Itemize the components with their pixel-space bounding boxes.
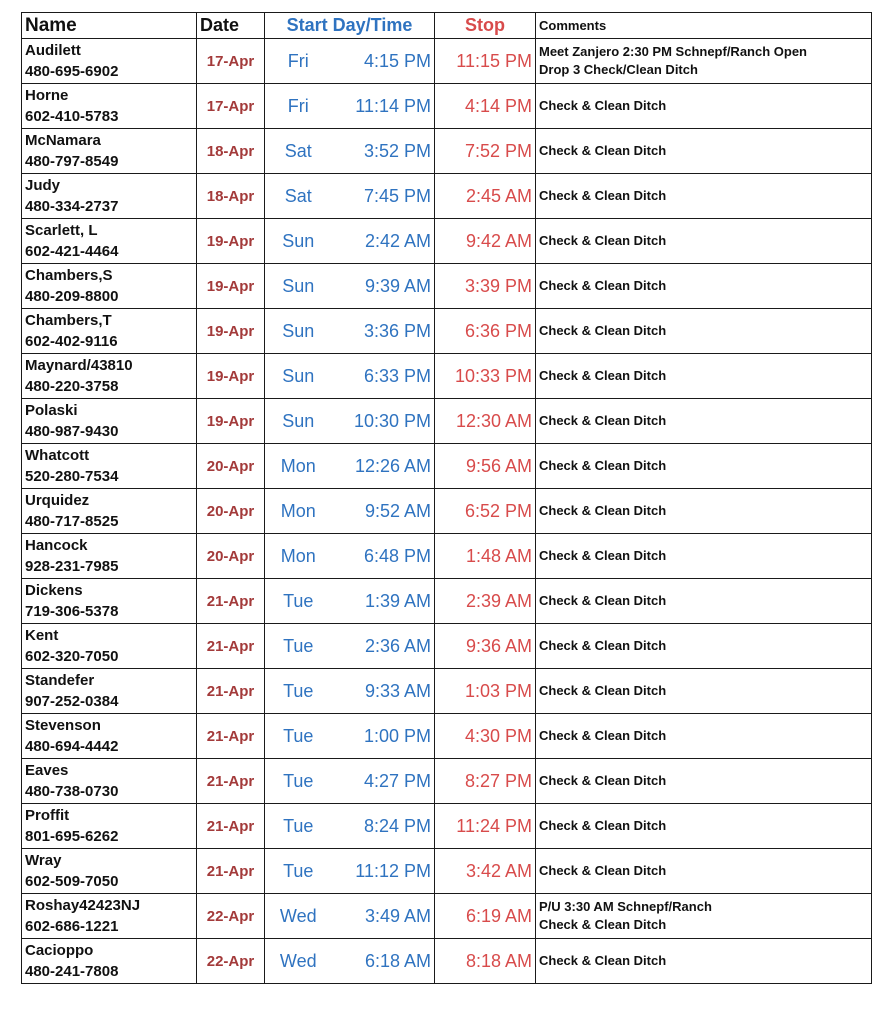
date-cell: 19-Apr <box>197 354 265 399</box>
date-cell: 18-Apr <box>197 174 265 219</box>
start-time-cell: 2:42 AM <box>332 219 435 264</box>
stop-time-cell: 9:36 AM <box>435 624 536 669</box>
start-day-cell: Mon <box>265 444 332 489</box>
stop-time-cell: 12:30 AM <box>435 399 536 444</box>
name-cell <box>22 309 197 354</box>
name-cell <box>22 804 197 849</box>
person-name: Roshay42423NJ <box>25 897 141 914</box>
comment-line-1: Check & Clean Ditch <box>539 143 667 158</box>
name-cell <box>22 444 197 489</box>
name-cell <box>22 669 197 714</box>
table-row <box>22 714 872 759</box>
name-cell <box>22 39 197 84</box>
stop-time-cell: 8:18 AM <box>435 939 536 984</box>
comment-line-1: Check & Clean Ditch <box>539 728 667 743</box>
name-cell <box>22 219 197 264</box>
date-cell: 22-Apr <box>197 894 265 939</box>
comment-line-1: Check & Clean Ditch <box>539 638 667 653</box>
person-name: McNamara <box>25 132 101 149</box>
name-cell <box>22 399 197 444</box>
start-time-cell: 6:18 AM <box>332 939 435 984</box>
start-day-cell: Tue <box>265 714 332 759</box>
table-row <box>22 309 872 354</box>
comment-line-1: Check & Clean Ditch <box>539 98 667 113</box>
comment-cell <box>536 894 872 939</box>
date-cell: 21-Apr <box>197 804 265 849</box>
start-day-cell: Sun <box>265 264 332 309</box>
person-name: Judy <box>25 177 61 194</box>
name-cell <box>22 489 197 534</box>
start-day-cell: Wed <box>265 894 332 939</box>
stop-time-cell: 6:36 PM <box>435 309 536 354</box>
table-row <box>22 129 872 174</box>
start-time-cell: 11:14 PM <box>332 84 435 129</box>
comment-cell <box>536 309 872 354</box>
comment-line-1: Check & Clean Ditch <box>539 593 667 608</box>
start-time-cell: 3:52 PM <box>332 129 435 174</box>
table-row <box>22 624 872 669</box>
start-time-cell: 9:52 AM <box>332 489 435 534</box>
comment-line-2: Drop 3 Check/Clean Ditch <box>539 62 698 77</box>
table-row <box>22 174 872 219</box>
comment-cell <box>536 759 872 804</box>
comment-cell <box>536 579 872 624</box>
name-cell <box>22 264 197 309</box>
person-name: Eaves <box>25 762 69 779</box>
person-name: Wray <box>25 852 62 869</box>
comment-cell <box>536 399 872 444</box>
name-cell <box>22 84 197 129</box>
start-day-cell: Sat <box>265 174 332 219</box>
start-time-cell: 3:49 AM <box>332 894 435 939</box>
phone-number: 480-220-3758 <box>25 378 119 395</box>
table-row <box>22 849 872 894</box>
comment-line-1: Check & Clean Ditch <box>539 413 667 428</box>
table-row <box>22 759 872 804</box>
start-day-cell: Sun <box>265 354 332 399</box>
person-name: Chambers,T <box>25 312 112 329</box>
comment-cell <box>536 354 872 399</box>
start-time-cell: 2:36 AM <box>332 624 435 669</box>
start-day-cell: Tue <box>265 579 332 624</box>
person-name: Maynard/43810 <box>25 357 133 374</box>
start-day-cell: Tue <box>265 804 332 849</box>
stop-time-cell: 6:52 PM <box>435 489 536 534</box>
phone-number: 480-334-2737 <box>25 198 119 215</box>
start-day-cell: Tue <box>265 669 332 714</box>
comment-line-1: Check & Clean Ditch <box>539 953 667 968</box>
table-row <box>22 219 872 264</box>
comment-line-1: Check & Clean Ditch <box>539 323 667 338</box>
start-day-cell: Fri <box>265 39 332 84</box>
start-time-cell: 11:12 PM <box>332 849 435 894</box>
start-time-cell: 1:00 PM <box>332 714 435 759</box>
date-cell: 21-Apr <box>197 624 265 669</box>
date-column-header: Date <box>197 13 265 39</box>
stop-time-cell: 2:45 AM <box>435 174 536 219</box>
header-row <box>22 13 872 39</box>
date-cell: 21-Apr <box>197 579 265 624</box>
stop-time-cell: 1:03 PM <box>435 669 536 714</box>
phone-number: 480-209-8800 <box>25 288 119 305</box>
comment-cell <box>536 624 872 669</box>
person-name: Stevenson <box>25 717 101 734</box>
stop-time-cell: 3:42 AM <box>435 849 536 894</box>
date-cell: 21-Apr <box>197 759 265 804</box>
comment-cell <box>536 264 872 309</box>
start-day-cell: Sun <box>265 399 332 444</box>
start-day-cell: Sat <box>265 129 332 174</box>
comment-line-1: P/U 3:30 AM Schnepf/Ranch <box>539 899 712 914</box>
stop-time-cell: 7:52 PM <box>435 129 536 174</box>
table-row <box>22 444 872 489</box>
person-name: Hancock <box>25 537 88 554</box>
name-column-header: Name <box>22 13 197 39</box>
start-time-cell: 4:15 PM <box>332 39 435 84</box>
phone-number: 480-241-7808 <box>25 963 119 980</box>
stop-time-cell: 3:39 PM <box>435 264 536 309</box>
start-time-cell: 4:27 PM <box>332 759 435 804</box>
table-row <box>22 669 872 714</box>
person-name: Polaski <box>25 402 78 419</box>
name-cell <box>22 624 197 669</box>
start-day-cell: Wed <box>265 939 332 984</box>
start-time-cell: 10:30 PM <box>332 399 435 444</box>
date-cell: 22-Apr <box>197 939 265 984</box>
start-day-cell: Tue <box>265 624 332 669</box>
comment-line-1: Check & Clean Ditch <box>539 818 667 833</box>
phone-number: 520-280-7534 <box>25 468 119 485</box>
comment-line-1: Check & Clean Ditch <box>539 368 667 383</box>
comment-cell <box>536 534 872 579</box>
phone-number: 602-320-7050 <box>25 648 119 665</box>
stop-time-cell: 4:14 PM <box>435 84 536 129</box>
start-time-cell: 9:33 AM <box>332 669 435 714</box>
table-row <box>22 534 872 579</box>
start-time-cell: 12:26 AM <box>332 444 435 489</box>
comment-cell <box>536 129 872 174</box>
name-cell <box>22 714 197 759</box>
table-row <box>22 804 872 849</box>
name-cell <box>22 759 197 804</box>
phone-number: 719-306-5378 <box>25 603 119 620</box>
comment-cell <box>536 489 872 534</box>
date-cell: 21-Apr <box>197 849 265 894</box>
stop-time-cell: 8:27 PM <box>435 759 536 804</box>
phone-number: 801-695-6262 <box>25 828 119 845</box>
comment-line-1: Check & Clean Ditch <box>539 503 667 518</box>
comment-line-2: Check & Clean Ditch <box>539 917 667 932</box>
date-cell: 17-Apr <box>197 84 265 129</box>
date-cell: 19-Apr <box>197 264 265 309</box>
name-cell <box>22 849 197 894</box>
stop-time-cell: 6:19 AM <box>435 894 536 939</box>
person-name: Standefer <box>25 672 95 689</box>
date-cell: 19-Apr <box>197 399 265 444</box>
comment-line-1: Check & Clean Ditch <box>539 548 667 563</box>
name-cell <box>22 174 197 219</box>
comment-cell <box>536 849 872 894</box>
comment-line-1: Check & Clean Ditch <box>539 863 667 878</box>
person-name: Chambers,S <box>25 267 113 284</box>
stop-time-cell: 11:15 PM <box>435 39 536 84</box>
comment-cell <box>536 174 872 219</box>
person-name: Whatcott <box>25 447 90 464</box>
start-day-cell: Sun <box>265 219 332 264</box>
stop-time-cell: 10:33 PM <box>435 354 536 399</box>
date-cell: 17-Apr <box>197 39 265 84</box>
phone-number: 480-987-9430 <box>25 423 119 440</box>
stop-time-cell: 2:39 AM <box>435 579 536 624</box>
start-time-cell: 3:36 PM <box>332 309 435 354</box>
table-row <box>22 489 872 534</box>
phone-number: 602-402-9116 <box>25 333 118 350</box>
phone-number: 480-797-8549 <box>25 153 119 170</box>
comment-cell <box>536 714 872 759</box>
start-time-cell: 6:33 PM <box>332 354 435 399</box>
table-row <box>22 939 872 984</box>
phone-number: 602-509-7050 <box>25 873 119 890</box>
table-row <box>22 264 872 309</box>
date-cell: 18-Apr <box>197 129 265 174</box>
start-time-cell: 9:39 AM <box>332 264 435 309</box>
comment-line-1: Check & Clean Ditch <box>539 458 667 473</box>
irrigation-schedule-table <box>21 12 872 984</box>
start-day-cell: Mon <box>265 534 332 579</box>
date-cell: 19-Apr <box>197 309 265 354</box>
start-time-cell: 1:39 AM <box>332 579 435 624</box>
comment-cell <box>536 669 872 714</box>
start-day-cell: Tue <box>265 759 332 804</box>
person-name: Kent <box>25 627 59 644</box>
phone-number: 602-686-1221 <box>25 918 119 935</box>
start-time-cell: 8:24 PM <box>332 804 435 849</box>
start-day-cell: Sun <box>265 309 332 354</box>
stop-time-cell: 9:42 AM <box>435 219 536 264</box>
phone-number: 480-738-0730 <box>25 783 119 800</box>
name-cell <box>22 894 197 939</box>
name-cell <box>22 129 197 174</box>
person-name: Cacioppo <box>25 942 94 959</box>
person-name: Audilett <box>25 42 81 59</box>
person-name: Dickens <box>25 582 83 599</box>
start-day-cell: Tue <box>265 849 332 894</box>
start-time-cell: 7:45 PM <box>332 174 435 219</box>
date-cell: 20-Apr <box>197 489 265 534</box>
phone-number: 602-421-4464 <box>25 243 119 260</box>
date-cell: 20-Apr <box>197 534 265 579</box>
comment-cell <box>536 219 872 264</box>
stop-time-cell: 1:48 AM <box>435 534 536 579</box>
phone-number: 480-717-8525 <box>25 513 119 530</box>
comment-line-1: Check & Clean Ditch <box>539 233 667 248</box>
person-name: Urquidez <box>25 492 90 509</box>
start-time-cell: 6:48 PM <box>332 534 435 579</box>
start-day-cell: Mon <box>265 489 332 534</box>
stop-time-cell: 4:30 PM <box>435 714 536 759</box>
comment-cell <box>536 84 872 129</box>
table-row <box>22 399 872 444</box>
table-row <box>22 354 872 399</box>
phone-number: 907-252-0384 <box>25 693 119 710</box>
table-row <box>22 84 872 129</box>
comment-cell <box>536 804 872 849</box>
name-cell <box>22 939 197 984</box>
name-cell <box>22 534 197 579</box>
table-row <box>22 39 872 84</box>
comment-line-1: Check & Clean Ditch <box>539 188 667 203</box>
table-row <box>22 894 872 939</box>
person-name: Horne <box>25 87 69 104</box>
stop-time-cell: 9:56 AM <box>435 444 536 489</box>
name-cell <box>22 354 197 399</box>
person-name: Proffit <box>25 807 70 824</box>
start-day-cell: Fri <box>265 84 332 129</box>
comment-cell <box>536 39 872 84</box>
date-cell: 21-Apr <box>197 669 265 714</box>
phone-number: 480-695-6902 <box>25 63 119 80</box>
person-name: Scarlett, L <box>25 222 98 239</box>
comment-line-1: Check & Clean Ditch <box>539 773 667 788</box>
comment-line-1: Check & Clean Ditch <box>539 278 667 293</box>
comment-cell <box>536 444 872 489</box>
phone-number: 602-410-5783 <box>25 108 119 125</box>
table-row <box>22 579 872 624</box>
date-cell: 20-Apr <box>197 444 265 489</box>
date-cell: 21-Apr <box>197 714 265 759</box>
comments-column-header: Comments <box>536 13 872 39</box>
comment-line-1: Meet Zanjero 2:30 PM Schnepf/Ranch Open <box>539 44 807 59</box>
date-cell: 19-Apr <box>197 219 265 264</box>
comment-cell <box>536 939 872 984</box>
start-column-header: Start Day/Time <box>265 13 435 39</box>
stop-column-header: Stop <box>435 13 536 39</box>
phone-number: 480-694-4442 <box>25 738 119 755</box>
comment-line-1: Check & Clean Ditch <box>539 683 667 698</box>
phone-number: 928-231-7985 <box>25 558 119 575</box>
name-cell <box>22 579 197 624</box>
stop-time-cell: 11:24 PM <box>435 804 536 849</box>
